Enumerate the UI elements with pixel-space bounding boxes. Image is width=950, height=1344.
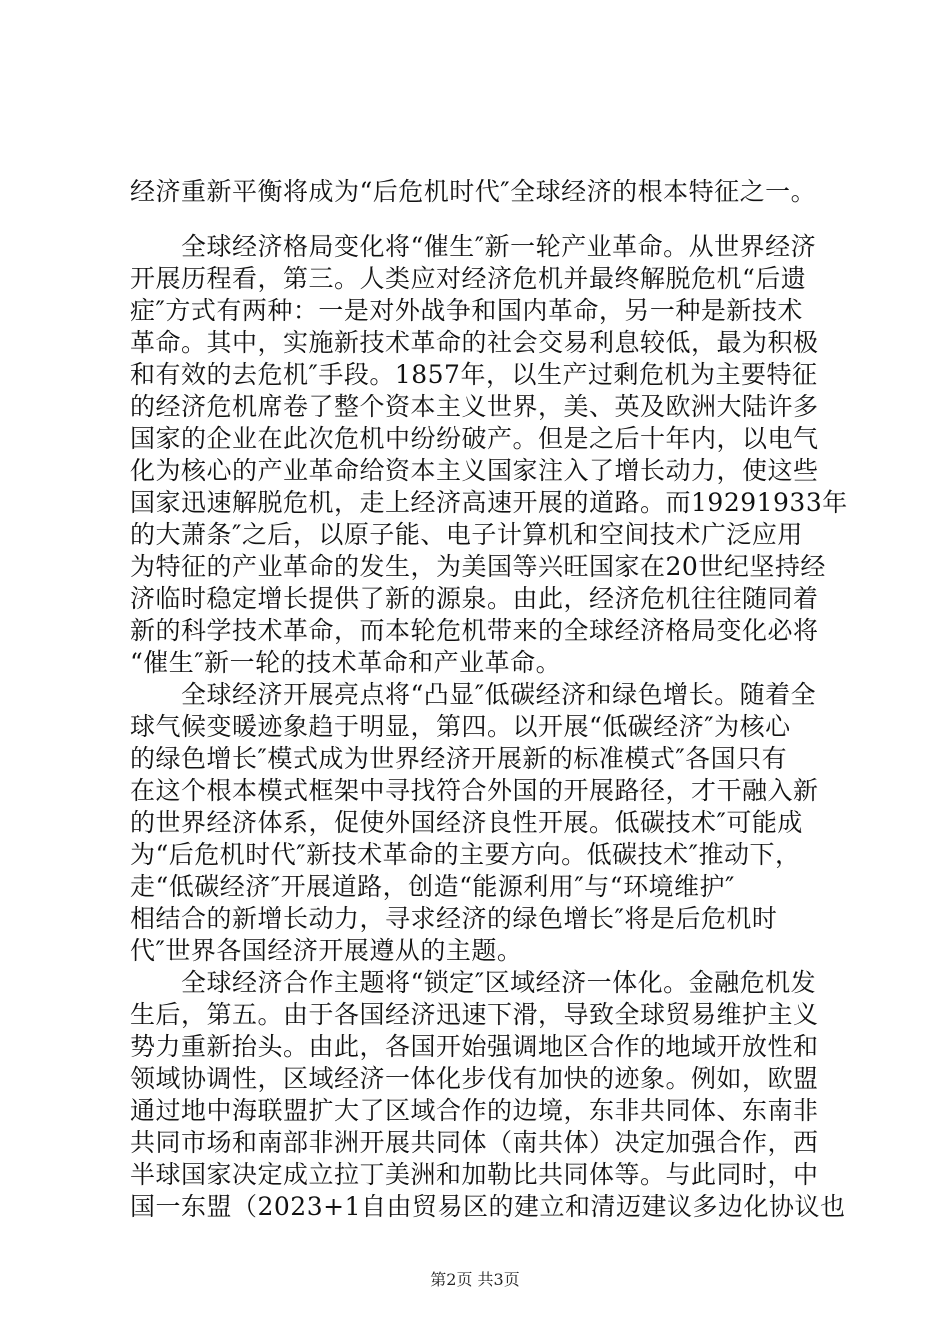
text-line: 革命。其中，实施新技术革命的社会交易利息较低，最为积极 [130, 328, 819, 357]
text-line: 的世界经济体系，促使外国经济良性开展。低碳技术″可能成 [130, 808, 803, 837]
text-line: 为“后危机时代″新技术革命的主要方向。低碳技术″推动下， [130, 840, 801, 869]
text-line: 新的科学技术革命，而本轮危机带来的全球经济格局变化必将 [130, 616, 819, 645]
page-footer: 第2页 共3页 [430, 1270, 520, 1289]
text-line: 通过地中海联盟扩大了区域合作的边境，东非共同体、东南非 [130, 1096, 819, 1125]
text-line: 为特征的产业革命的发生，为美国等兴旺国家在20世纪坚持经 [130, 552, 826, 581]
text-line: 全球经济开展亮点将“凸显″低碳经济和绿色增长。随着全 [130, 680, 817, 709]
text-line: 的绿色增长″模式成为世界经济开展新的标准模式″各国只有 [130, 744, 788, 773]
text-line: 国家迅速解脱危机，走上经济高速开展的道路。而19291933年 [130, 488, 848, 517]
text-line: 半球国家决定成立拉丁美洲和加勒比共同体等。与此同时，中 [130, 1160, 819, 1189]
text-line: 球气候变暖迹象趋于明显，第四。以开展“低碳经济″为核心 [130, 712, 791, 741]
text-line: 国家的企业在此次危机中纷纷破产。但是之后十年内，以电气 [130, 424, 819, 453]
text-line: 势力重新抬头。由此，各国开始强调地区合作的地域开放性和 [130, 1032, 819, 1061]
text-line: 开展历程看，第三。人类应对经济危机并最终解脱危机“后遗 [130, 264, 807, 293]
text-line: 的大萧条″之后，以原子能、电子计算机和空间技术广泛应用 [130, 520, 803, 549]
text-line: 走“低碳经济″开展道路，创造“能源利用″与“环境维护″ [130, 872, 735, 901]
text-line: 和有效的去危机″手段。1857年，以生产过剩危机为主要特征 [130, 360, 818, 389]
text-line: 济临时稳定增长提供了新的源泉。由此，经济危机往往随同着 [130, 584, 819, 613]
text-line: 的经济危机席卷了整个资本主义世界，美、英及欧洲大陆许多 [130, 392, 819, 421]
text-line: 相结合的新增长动力，寻求经济的绿色增长″将是后危机时 [130, 904, 778, 933]
text-line: 全球经济合作主题将“锁定″区域经济一体化。金融危机发 [130, 968, 817, 997]
text-line: 国一东盟（2023+1自由贸易区的建立和清迈建议多边化协议也 [130, 1192, 846, 1221]
text-line: 在这个根本模式框架中寻找符合外国的开展路径，才干融入新 [130, 776, 819, 805]
text-line: 领域协调性，区域经济一体化步伐有加快的迹象。例如，欧盟 [130, 1064, 819, 1093]
text-line: 生后，第五。由于各国经济迅速下滑，导致全球贸易维护主义 [130, 1000, 819, 1029]
text-line: 症″方式有两种：一是对外战争和国内革命，另一种是新技术 [130, 296, 803, 325]
text-line: 代″世界各国经济开展遵从的主题。 [130, 936, 523, 965]
text-line: 化为核心的产业革命给资本主义国家注入了增长动力，使这些 [130, 456, 819, 485]
text-line: 全球经济格局变化将“催生″新一轮产业革命。从世界经济 [130, 232, 817, 261]
text-line: “催生″新一轮的技术革命和产业革命。 [130, 648, 562, 677]
text-line: 共同市场和南部非洲开展共同体（南共体）决定加强合作，西 [130, 1128, 819, 1157]
text-line: 经济重新平衡将成为“后危机时代″全球经济的根本特征之一。 [130, 177, 817, 206]
